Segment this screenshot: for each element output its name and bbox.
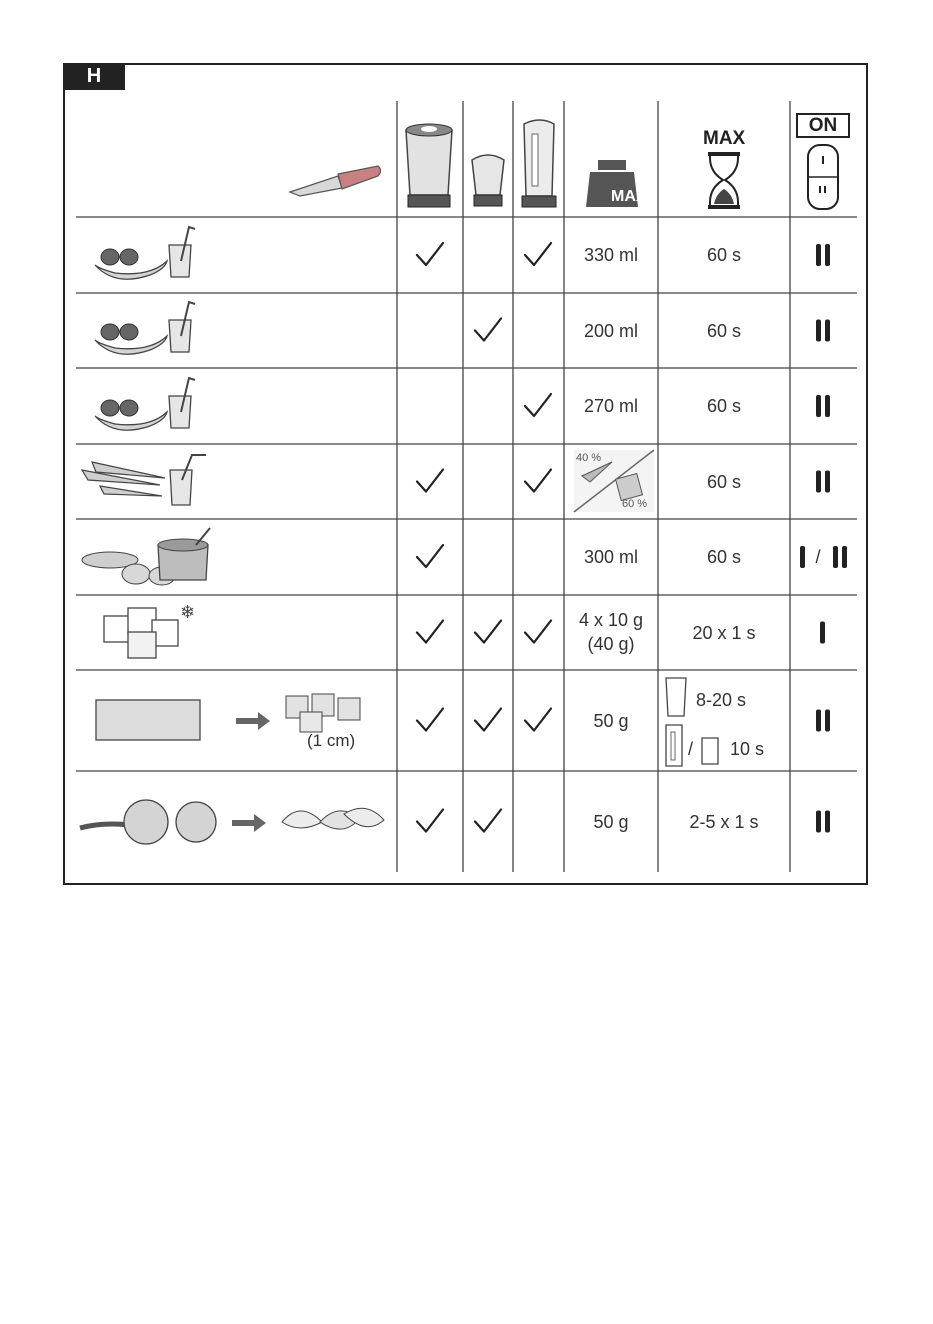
speed-bar (816, 395, 821, 417)
svg-text:❄: ❄ (180, 602, 196, 623)
speed-bar (816, 811, 821, 833)
checkmark-icon (525, 709, 551, 731)
time-cell: 20 x 1 s (692, 622, 756, 643)
speed-bar (816, 471, 821, 493)
time-cell: 60 s (706, 396, 742, 416)
speed-bar (825, 244, 830, 266)
speed-separator: / (815, 547, 821, 567)
quantity-cell: 200 ml (583, 320, 639, 341)
speed-icon (816, 471, 830, 493)
speed-bar (825, 710, 830, 732)
speed-bar (825, 471, 830, 493)
weight-max-label: MAX (611, 188, 647, 205)
bread-time-jug: 8-20 s (696, 690, 747, 710)
speed-bar (820, 622, 825, 644)
quantity-cell: 270 ml (583, 396, 639, 416)
speed-icon (820, 622, 825, 644)
time-cell: 2-5 x 1 s (689, 811, 759, 832)
checkmark-icon (525, 394, 551, 416)
speed-bar (825, 395, 830, 417)
quantity-cell: 50 g (593, 710, 629, 731)
checkmark-icon (525, 243, 551, 265)
speed-bar (825, 320, 830, 342)
checkmark-icon (417, 243, 443, 265)
time-max-label: MAX (703, 128, 746, 149)
time-cell: 60 s (706, 547, 742, 567)
quantity-cell: 330 ml (583, 245, 639, 265)
speed-icon (816, 710, 830, 732)
speed-bar (816, 244, 821, 266)
speed-icon (816, 395, 830, 417)
bread-time-other: 10 s (730, 739, 765, 759)
speed-bar (816, 320, 821, 342)
quantity-cell: 4 x 10 g (578, 610, 644, 630)
time-cell: 60 s (706, 320, 742, 341)
speed-icon (816, 811, 830, 833)
checkmark-icon (475, 810, 501, 832)
checkmark-icon (417, 709, 443, 731)
checkmark-icon (525, 470, 551, 492)
speed-bar (842, 546, 847, 568)
section-label: H (63, 63, 125, 90)
quantity-cell-sub: (40 g) (587, 634, 635, 654)
checkmark-icon (417, 621, 443, 643)
checkmark-icon (417, 810, 443, 832)
bread-time-sep: / (688, 739, 694, 759)
time-cell: 60 s (706, 471, 742, 492)
checkmark-icon (475, 709, 501, 731)
quantity-cell: 50 g (593, 811, 629, 832)
bread-cube-size-note: (1 cm) (307, 731, 356, 750)
on-label: ON (796, 113, 850, 138)
checkmark-icon (525, 621, 551, 643)
time-cell: 60 s (706, 245, 742, 265)
checkmark-icon (417, 545, 443, 567)
checkmark-icon (475, 621, 501, 643)
speed-icon (816, 320, 830, 342)
quantity-cell: 300 ml (583, 547, 639, 567)
speed-bar (816, 710, 821, 732)
speed-bar (825, 811, 830, 833)
speed-icon (816, 244, 830, 266)
checkmark-icon (417, 470, 443, 492)
speed-bar (833, 546, 838, 568)
speed-bar (800, 546, 805, 568)
carrot-ratio-bottom: 60 % (622, 498, 648, 510)
carrot-ratio-top: 40 % (576, 452, 602, 464)
checkmark-icon (475, 319, 501, 341)
